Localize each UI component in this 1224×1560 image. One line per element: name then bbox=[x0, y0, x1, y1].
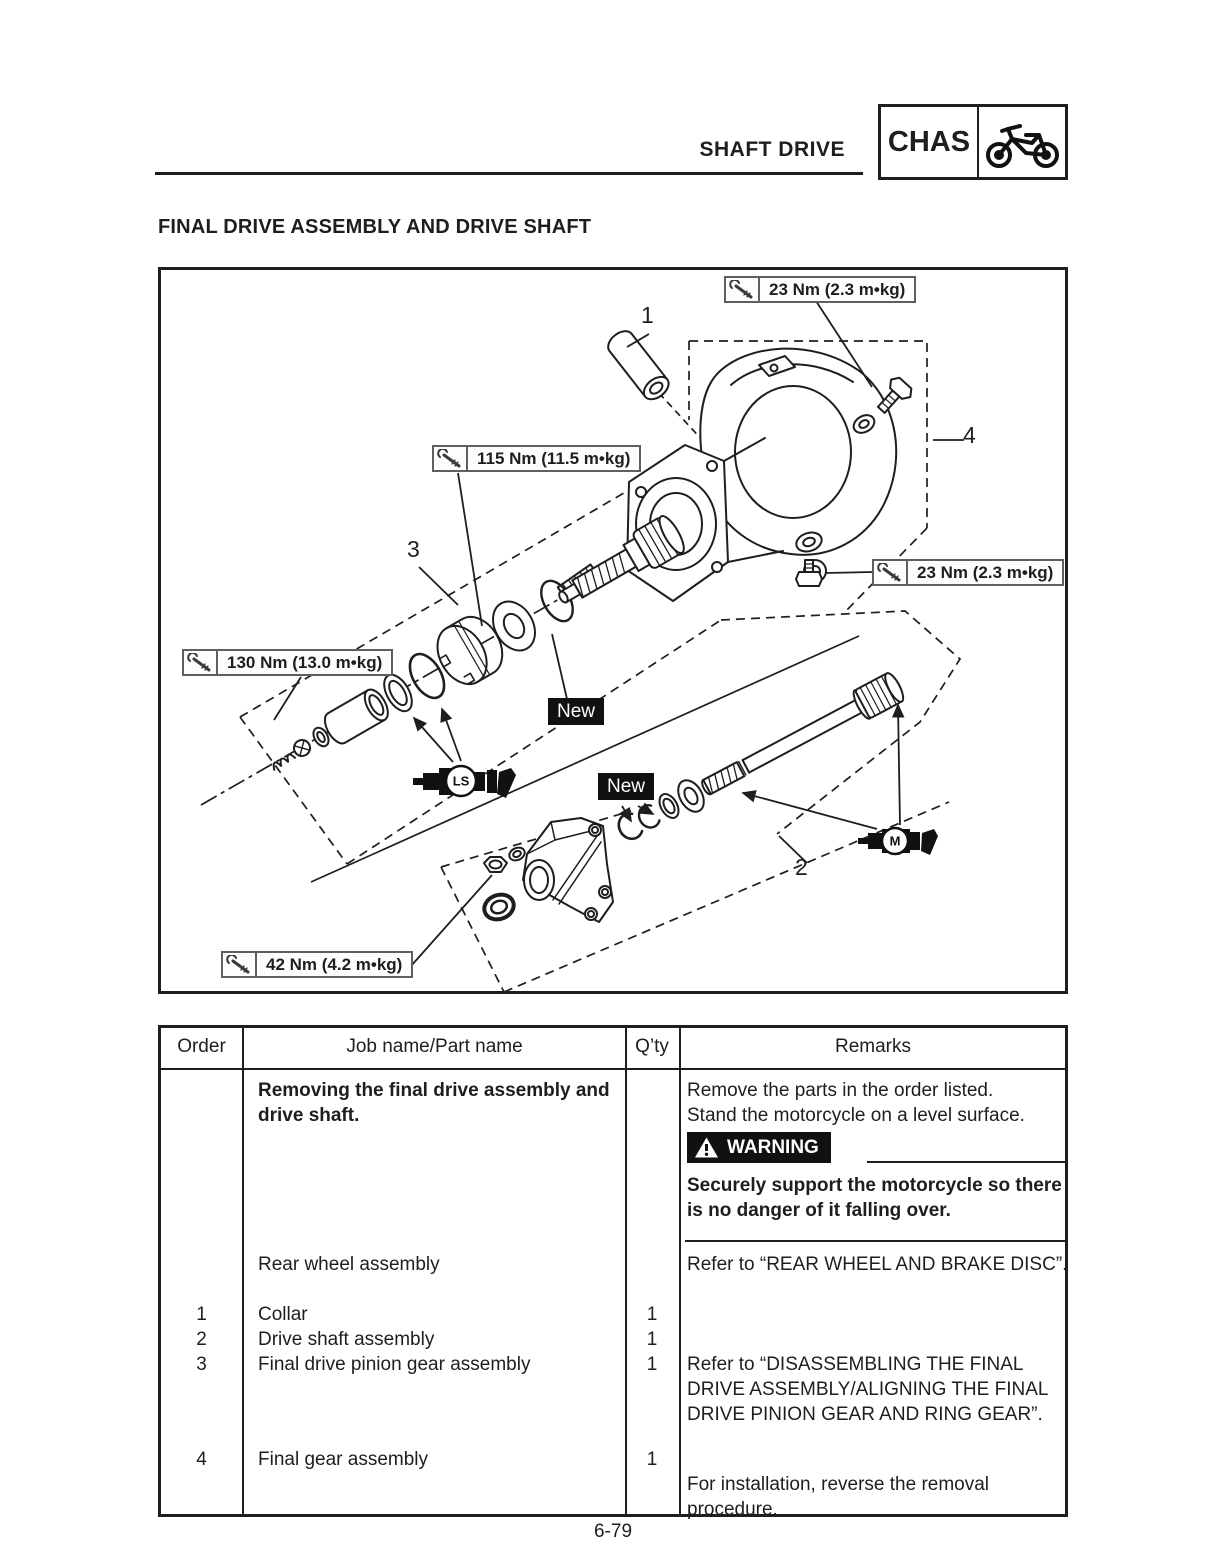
remark-text: Refer to “REAR WHEEL AND BRAKE DISC”. bbox=[687, 1254, 1068, 1275]
callout-4: 4 bbox=[963, 422, 976, 448]
table-body bbox=[161, 1070, 1068, 1520]
qty-value: 1 bbox=[646, 1329, 658, 1350]
warning-underrule bbox=[685, 1240, 1067, 1242]
job-name: Final drive pinion gear assembly bbox=[258, 1354, 531, 1375]
header-rule bbox=[155, 172, 863, 175]
warning-text: Securely support the motorcycle so there is no danger of it falling over. bbox=[687, 1175, 1062, 1221]
torque-label-ring-nut bbox=[182, 649, 393, 676]
job-name: Drive shaft assembly bbox=[258, 1329, 435, 1350]
new-part-tag: New bbox=[548, 698, 604, 725]
order-number: 4 bbox=[196, 1449, 207, 1470]
torque-wrench-icon bbox=[434, 447, 468, 470]
torque-label-drain bbox=[872, 559, 1064, 586]
drive-shaft-part bbox=[696, 671, 906, 803]
callout-2: 2 bbox=[795, 854, 808, 880]
warning-rule bbox=[867, 1161, 1067, 1163]
remark-intro-2: Stand the motorcycle on a level surface. bbox=[687, 1105, 1025, 1126]
col-header-remarks: Remarks bbox=[834, 1036, 911, 1057]
chapter-code: CHAS bbox=[881, 107, 979, 177]
torque-wrench-icon bbox=[184, 651, 218, 674]
collar-part bbox=[604, 327, 673, 404]
grease-gun-icon bbox=[858, 819, 950, 861]
job-name: Final gear assembly bbox=[258, 1449, 429, 1470]
exploded-view-drawing bbox=[161, 270, 1065, 991]
motorcycle-icon bbox=[979, 107, 1065, 177]
chapter-box bbox=[878, 104, 1068, 180]
drive-shaft-chain bbox=[614, 671, 906, 843]
order-number: 3 bbox=[196, 1354, 207, 1375]
oil-mark-m bbox=[858, 819, 950, 861]
warning-triangle-icon bbox=[694, 1136, 719, 1159]
section-title: SHAFT DRIVE bbox=[699, 138, 845, 161]
col-header-qty: Q’ty bbox=[635, 1036, 669, 1057]
col-header-job: Job name/Part name bbox=[346, 1036, 523, 1057]
lube-letter: LS bbox=[452, 773, 470, 789]
order-number: 2 bbox=[196, 1329, 207, 1350]
torque-value: 42 Nm (4.2 m•kg) bbox=[266, 955, 403, 974]
callout-3: 3 bbox=[407, 536, 420, 562]
remark-text: Refer to “DISASSEMBLING THE FINAL DRIVE ASSEMBLY/ALIGNING THE FINAL DRIVE PINION GEAR AND RING GEAR”. bbox=[687, 1354, 1048, 1425]
torque-value: 115 Nm (11.5 m•kg) bbox=[477, 449, 631, 468]
grease-mark-ls bbox=[413, 756, 525, 804]
torque-value: 23 Nm (2.3 m•kg) bbox=[917, 563, 1054, 582]
warning-label: WARNING bbox=[727, 1136, 819, 1158]
parts-table bbox=[158, 1025, 1068, 1520]
torque-wrench-icon bbox=[223, 953, 257, 976]
qty-value: 1 bbox=[646, 1354, 658, 1375]
bearing-housing-bracket bbox=[481, 818, 613, 923]
warning-banner bbox=[687, 1132, 831, 1163]
torque-wrench-icon bbox=[874, 561, 908, 584]
installation-note: For installation, reverse the removal procedure. bbox=[687, 1474, 990, 1520]
new-part-tag: New bbox=[598, 773, 654, 800]
torque-label-bracket bbox=[221, 951, 413, 978]
torque-value: 130 Nm (13.0 m•kg) bbox=[227, 653, 383, 672]
pinion-parts-chain bbox=[271, 513, 688, 770]
job-name: Rear wheel assembly bbox=[258, 1254, 440, 1275]
exploded-view-frame bbox=[158, 267, 1068, 994]
torque-label-top bbox=[724, 276, 916, 303]
page-title: FINAL DRIVE ASSEMBLY AND DRIVE SHAFT bbox=[158, 216, 592, 238]
job-name: Collar bbox=[258, 1304, 308, 1325]
torque-value: 23 Nm (2.3 m•kg) bbox=[769, 280, 906, 299]
qty-value: 1 bbox=[646, 1304, 658, 1325]
job-intro: Removing the final drive assembly and drive shaft. bbox=[258, 1080, 610, 1126]
callout-1: 1 bbox=[641, 302, 654, 328]
torque-wrench-icon bbox=[726, 278, 760, 301]
page-number: 6-79 bbox=[593, 1521, 633, 1542]
torque-label-pinion bbox=[432, 445, 641, 472]
remark-intro-1: Remove the parts in the order listed. bbox=[687, 1080, 994, 1101]
qty-value: 1 bbox=[646, 1449, 658, 1470]
lube-letter: M bbox=[889, 833, 901, 849]
order-number: 1 bbox=[196, 1304, 207, 1325]
col-header-order: Order bbox=[177, 1036, 226, 1057]
